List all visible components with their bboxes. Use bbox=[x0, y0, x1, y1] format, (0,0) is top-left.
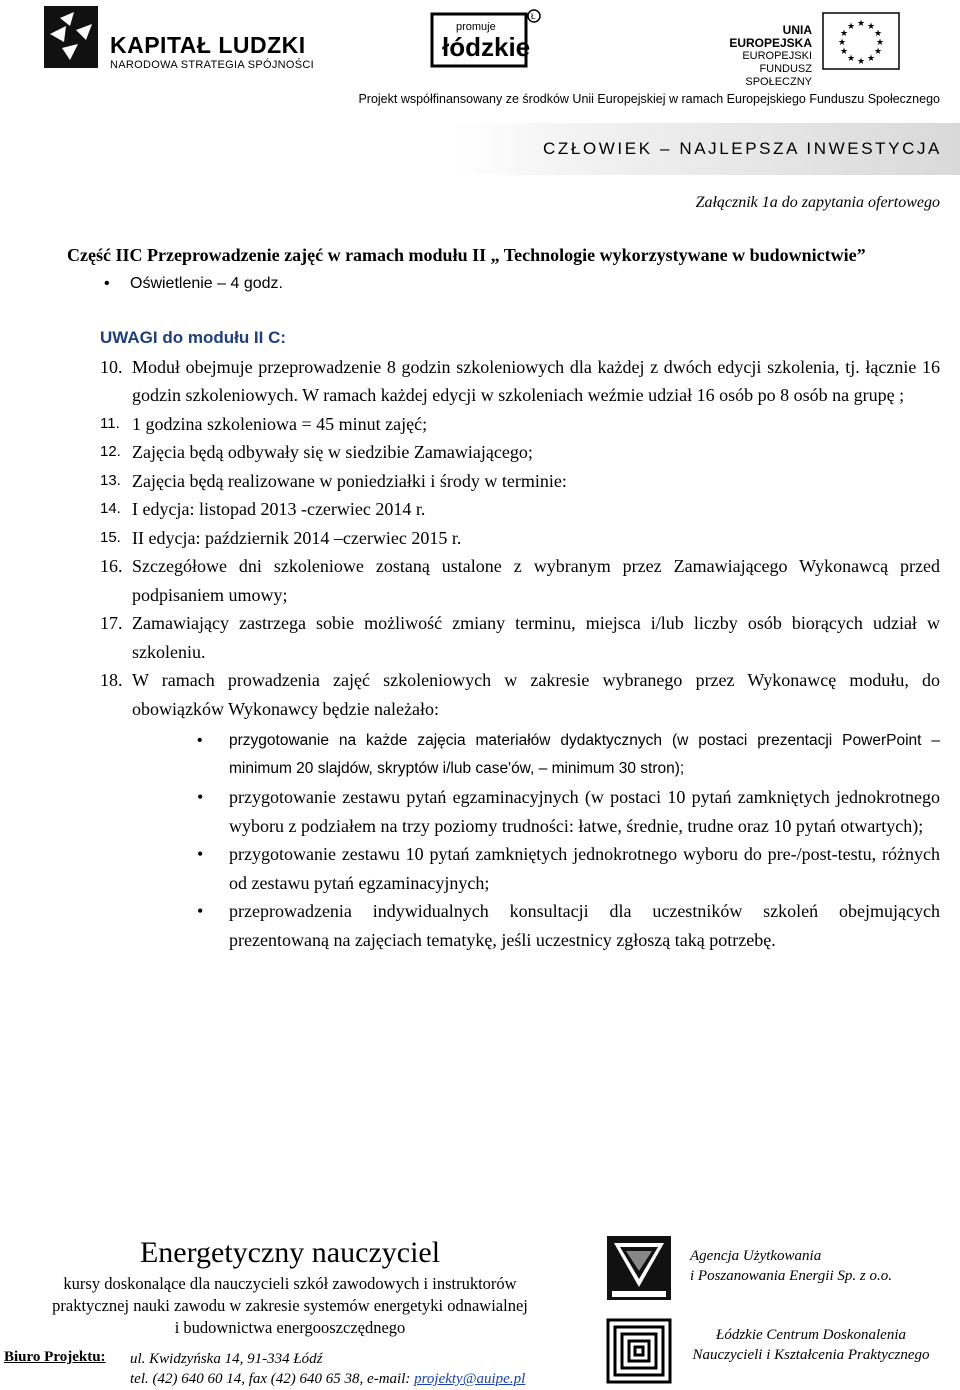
annex-label: Załącznik 1a do zapytania ofertowego bbox=[695, 194, 940, 211]
list-item bbox=[67, 353, 940, 410]
kapital-ludzki-logo bbox=[40, 4, 100, 70]
bullet-icon: • bbox=[197, 732, 203, 749]
svg-text:★: ★ bbox=[856, 57, 866, 67]
svg-text:★: ★ bbox=[839, 47, 849, 57]
list-item bbox=[67, 495, 940, 524]
part-bullet-text: Oświetlenie – 4 godz. bbox=[130, 274, 283, 292]
svg-text:★: ★ bbox=[837, 38, 847, 48]
list-item bbox=[67, 552, 940, 609]
main-content bbox=[67, 241, 940, 954]
cofinancing-note: Projekt współfinansowany ze środków Unii Europejskiej w ramach Europejskiego Funduszu Społecznego bbox=[358, 92, 940, 106]
kapital-ludzki-subtitle: NARODOWA STRATEGIA SPÓJNOŚCI bbox=[110, 59, 314, 71]
promuje-big-text: łódzkie bbox=[442, 32, 531, 62]
svg-text:★: ★ bbox=[839, 29, 849, 39]
item-text: 1 godzina szkoleniowa = 45 minut zajęć; bbox=[132, 413, 428, 434]
list-item bbox=[67, 410, 940, 439]
slogan-banner-text: CZŁOWIEK – NAJLEPSZA INWESTYCJA bbox=[543, 139, 942, 158]
duty-item bbox=[67, 783, 940, 840]
svg-text:★: ★ bbox=[873, 29, 883, 39]
item-text: I edycja: listopad 2013 -czerwiec 2014 r. bbox=[132, 499, 426, 519]
list-item bbox=[67, 467, 940, 496]
item-text: Zajęcia będą realizowane w poniedziałki i środy w terminie: bbox=[132, 470, 567, 491]
eu-line-3: FUNDUSZ SPOŁECZNY bbox=[745, 63, 812, 88]
svg-text:★: ★ bbox=[866, 22, 876, 32]
project-office-label: Biuro Projektu: bbox=[4, 1349, 106, 1365]
item-number: 16. bbox=[100, 556, 123, 576]
remarks-list bbox=[67, 353, 940, 724]
footer-description bbox=[0, 1273, 580, 1339]
svg-text:★: ★ bbox=[873, 47, 883, 57]
item-number: 14. bbox=[100, 500, 121, 517]
part-bullet bbox=[67, 270, 940, 299]
agency-line-1: Agencja Użytkowania bbox=[690, 1248, 822, 1264]
item-number: 17. bbox=[100, 613, 123, 633]
item-number: 15. bbox=[100, 528, 121, 546]
list-item bbox=[67, 609, 940, 666]
promuje-lodzkie-logo bbox=[430, 8, 542, 68]
item-number: 12. bbox=[100, 443, 121, 460]
eu-flag-icon bbox=[822, 12, 900, 70]
duty-item bbox=[67, 840, 940, 897]
lcdn-line-1: Łódzkie Centrum Doskonalenia bbox=[716, 1327, 906, 1343]
item-text: Zajęcia będą odbywały się w siedzibie Zamawiającego; bbox=[132, 442, 533, 462]
contact-line bbox=[130, 1369, 525, 1389]
svg-text:★: ★ bbox=[846, 22, 856, 32]
svg-text:★: ★ bbox=[866, 54, 876, 64]
duty-item bbox=[67, 897, 940, 954]
duty-text: przygotowanie zestawu 10 pytań zamkniętych jednokrotnego wyboru do pre-/post-testu, różnych od zestawu pytań egzaminacyjnych; bbox=[229, 844, 940, 893]
promuje-small-text: promuje bbox=[456, 21, 496, 33]
svg-text:★: ★ bbox=[856, 19, 866, 29]
bullet-icon: • bbox=[197, 901, 204, 921]
item-number: 13. bbox=[100, 471, 121, 489]
duty-text: przeprowadzenia indywidualnych konsultacji dla uczestników szkoleń obejmujących prezentowaną na zajęciach tematykę, jeśli uczestnicy zgłoszą taką potrzebę. bbox=[229, 901, 940, 950]
footer-line-2: praktycznej nauki zawodu w zakresie systemów energetyki odnawialnej bbox=[52, 1296, 528, 1315]
uwagi-heading: UWAGI do modułu II C: bbox=[100, 328, 287, 347]
item-text: Szczegółowe dni szkoleniowe zostaną ustalone z wybranym przez Zamawiającego Wykonawcą przed podpisaniem umowy; bbox=[132, 556, 940, 605]
project-office-address bbox=[130, 1349, 525, 1389]
duty-text: przygotowanie na każde zajęcia materiałów dydaktycznych (w postaci prezentacji PowerPoint – minimum 20 slajdów, skryptów i/lub case'ów, – minimum 30 stron); bbox=[229, 732, 940, 777]
part-title: Część IIC Przeprowadzenie zajęć w ramach modułu II „ Technologie wykorzystywane w budownictwie” bbox=[67, 245, 866, 265]
contact-text: tel. (42) 640 60 14, fax (42) 640 65 38, e-mail: bbox=[130, 1371, 415, 1387]
lcdn-line-2: Nauczycieli i Kształcenia Praktycznego bbox=[692, 1347, 930, 1363]
eu-text-block bbox=[702, 24, 812, 89]
svg-text:★: ★ bbox=[875, 38, 885, 48]
email-link[interactable]: projekty@auipe.pl bbox=[414, 1371, 526, 1387]
lcdn-logo bbox=[606, 1318, 672, 1384]
duty-item bbox=[67, 727, 940, 783]
bullet-icon: • bbox=[197, 844, 204, 864]
svg-text:★: ★ bbox=[846, 54, 856, 64]
item-number: 10. bbox=[100, 356, 123, 377]
agency-line-2: i Poszanowania Energii Sp. z o.o. bbox=[690, 1268, 892, 1284]
aupe-logo bbox=[606, 1235, 672, 1301]
item-text: II edycja: październik 2014 –czerwiec 2015 r. bbox=[132, 527, 462, 548]
item-text: W ramach prowadzenia zajęć szkoleniowych w zakresie wybranego przez Wykonawcę modułu, do obowiązków Wykonawcy będzie należało: bbox=[132, 670, 940, 719]
agency-name bbox=[690, 1246, 892, 1286]
item-text: Moduł obejmuje przeprowadzenie 8 godzin szkoleniowych dla każdej z dwóch edycji szkolenia, tj. łącznie 16 godzin szkoleniowych. W ramach każdej edycji w szkoleniach weźmie udział 16 osób po 8 osób na grupę ; bbox=[132, 356, 940, 405]
kapital-ludzki-title: KAPITAŁ LUDZKI bbox=[110, 32, 306, 58]
eu-line-1: UNIA EUROPEJSKA bbox=[729, 23, 812, 50]
list-item bbox=[67, 666, 940, 723]
list-item bbox=[67, 524, 940, 553]
item-number: 18. bbox=[100, 670, 123, 690]
bullet-icon: • bbox=[104, 274, 110, 292]
item-text: Zamawiający zastrzega sobie możliwość zmiany terminu, miejsca i/lub liczby osób biorących udział w szkoleniu. bbox=[132, 613, 940, 662]
duty-text: przygotowanie zestawu pytań egzaminacyjnych (w postaci 10 pytań zamkniętych jednokrotnego wyboru z podziałem na trzy poziomy trudności: łatwe, średnie, trudne oraz 10 pytań otwartych); bbox=[229, 787, 940, 836]
item-number: 11. bbox=[100, 414, 120, 432]
footer-line-3: i budownictwa energooszczędnego bbox=[174, 1318, 406, 1337]
duties-list bbox=[67, 727, 940, 954]
lcdn-name bbox=[680, 1325, 942, 1365]
bullet-icon: • bbox=[197, 787, 204, 807]
footer-line-1: kursy doskonalące dla nauczycieli szkół zawodowych i instruktorów bbox=[63, 1274, 517, 1293]
footer-project-title: Energetyczny nauczyciel bbox=[139, 1236, 441, 1269]
list-item bbox=[67, 438, 940, 467]
address-line: ul. Kwidzyńska 14, 91-334 Łódź bbox=[130, 1351, 323, 1367]
svg-text:Ł: Ł bbox=[531, 12, 536, 21]
eu-line-2: EUROPEJSKI bbox=[742, 50, 812, 62]
